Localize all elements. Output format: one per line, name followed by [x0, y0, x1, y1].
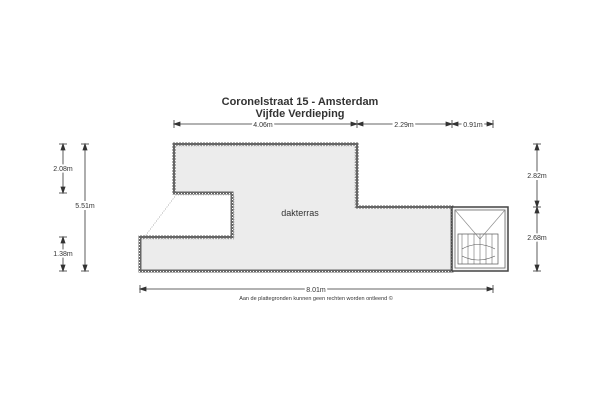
dim-left-lower: 1.38m — [53, 251, 73, 258]
right-dimension-lines — [533, 144, 541, 271]
stairwell — [452, 207, 508, 271]
dim-top-left: 4.06m — [253, 122, 273, 129]
dim-top-right: 0.91m — [463, 122, 483, 129]
plan-floor-title: Vijfde Verdieping — [255, 108, 345, 120]
dim-left-upper: 2.08m — [53, 166, 73, 173]
dim-bottom-total: 8.01m — [306, 287, 326, 294]
disclaimer-text: Aan de plattegronden kunnen geen rechten worden ontleend © — [239, 296, 393, 302]
terrace-label: dakterras — [281, 208, 319, 218]
plan-address-title: Coronelstraat 15 - Amsterdam — [221, 96, 379, 108]
dim-left-total: 5.51m — [75, 203, 95, 210]
top-dimension-line — [174, 120, 493, 128]
dim-right-lower: 2.68m — [527, 235, 547, 242]
dim-top-mid: 2.29m — [394, 122, 414, 129]
dim-right-upper: 2.82m — [527, 173, 547, 180]
